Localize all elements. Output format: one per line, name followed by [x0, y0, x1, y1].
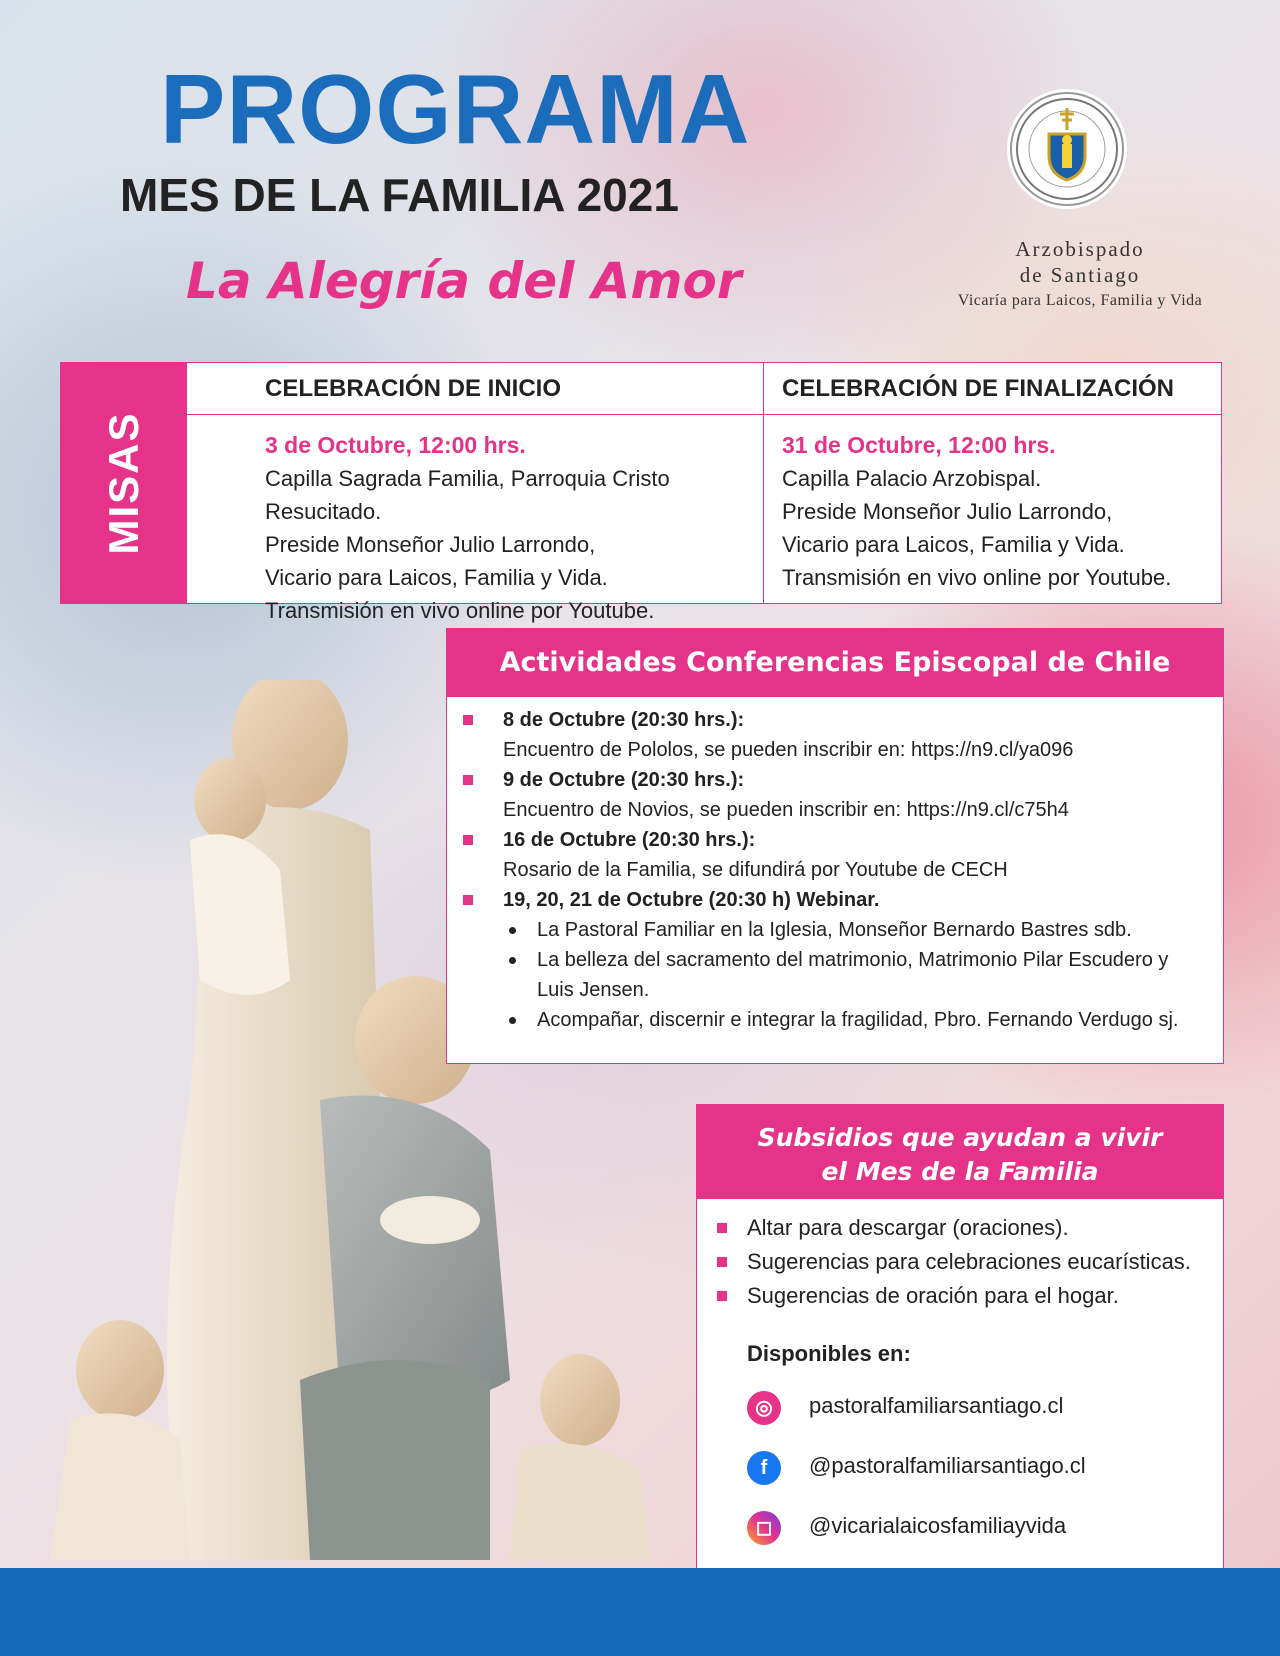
cech-item-head: 8 de Octubre (20:30 hrs.):	[503, 709, 745, 731]
social-instagram[interactable]	[697, 1497, 1223, 1557]
title-mes-familia: MES DE LA FAMILIA 2021	[120, 169, 679, 221]
cech-item-head: 19, 20, 21 de Octubre (20:30 h) Webinar.	[503, 889, 880, 911]
webinar-text: La belleza del sacramento del matrimonio, Matrimonio Pilar Escudero y Luis Jensen.	[537, 949, 1169, 1001]
cech-item-text: Encuentro de Novios, se pueden inscribir en: https://n9.cl/c75h4	[503, 799, 1069, 821]
list-item	[447, 885, 1223, 915]
bullet-square-icon	[463, 835, 473, 845]
facebook-icon: f	[747, 1451, 781, 1485]
inicio-line: Transmisión en vivo online por Youtube.	[265, 598, 655, 623]
inicio-line: Preside Monseñor Julio Larrondo,	[265, 532, 596, 557]
inicio-line: Vicario para Laicos, Familia y Vida.	[265, 565, 608, 590]
bullet-square-icon	[463, 895, 473, 905]
webinar-text: La Pastoral Familiar en la Iglesia, Monseñor Bernardo Bastres sdb.	[537, 919, 1132, 941]
cech-title: Actividades Conferencias Episcopal de Chile (CECH)	[447, 629, 1223, 697]
list-item	[697, 1279, 1223, 1313]
instagram-icon: ◻	[747, 1511, 781, 1545]
subtitle-alegria: La Alegría del Amor	[186, 252, 742, 310]
inicio-date: 3 de Octubre, 12:00 hrs.	[265, 432, 526, 458]
subsidios-title	[697, 1105, 1223, 1199]
finalizacion-line: Capilla Palacio Arzobispal.	[782, 466, 1042, 491]
finalizacion-heading: CELEBRACIÓN DE FINALIZACIÓN	[764, 363, 1222, 415]
finalizacion-line: Preside Monseñor Julio Larrondo,	[782, 499, 1113, 524]
misas-tab	[61, 363, 187, 603]
social-website-text[interactable]: pastoralfamiliarsantiago.cl	[809, 1393, 1064, 1418]
institution-line3: Vicaría para Laicos, Familia y Vida	[957, 292, 1203, 309]
webinar-text: Acompañar, discernir e integrar la fragilidad, Pbro. Fernando Verdugo sj.	[537, 1009, 1179, 1031]
subsidios-section	[696, 1104, 1224, 1596]
subsidios-title-line2: el Mes de la Familia	[821, 1157, 1099, 1186]
cech-section	[446, 628, 1224, 1064]
archdiocese-seal	[1010, 92, 1124, 206]
bullet-dot-icon	[509, 957, 516, 964]
bullet-dot-icon	[509, 1017, 516, 1024]
bottom-band	[0, 1568, 1280, 1656]
list-item	[447, 825, 1223, 885]
bullet-dot-icon	[509, 927, 516, 934]
finalizacion-date: 31 de Octubre, 12:00 hrs.	[782, 432, 1056, 458]
institution-line1: Arzobispado	[1015, 237, 1145, 261]
cech-item-text: Encuentro de Pololos, se pueden inscribir en: https://n9.cl/ya096	[503, 739, 1074, 761]
list-item	[447, 765, 1223, 825]
webinar-item	[447, 945, 1223, 1005]
title-programa: PROGRAMA	[160, 54, 751, 164]
disponibles-label: Disponibles en:	[747, 1341, 911, 1366]
list-item	[697, 1211, 1223, 1245]
institution-name	[910, 236, 1250, 314]
subsidios-title-line1: Subsidios que ayudan a vivir	[757, 1123, 1163, 1152]
list-item	[697, 1245, 1223, 1279]
misas-section	[60, 362, 1222, 623]
social-facebook-text[interactable]: @pastoralfamiliarsantiago.cl	[809, 1453, 1086, 1478]
webinar-item	[447, 1005, 1223, 1035]
bullet-square-icon	[463, 715, 473, 725]
institution-line2: de Santiago	[1019, 263, 1141, 287]
inicio-line: Capilla Sagrada Familia, Parroquia Cristo Resucitado.	[265, 466, 670, 524]
cech-item-text: Rosario de la Familia, se difundirá por Youtube de CECH	[503, 859, 1008, 881]
subsidio-text: Sugerencias de oración para el hogar.	[747, 1283, 1119, 1308]
finalizacion-line: Vicario para Laicos, Familia y Vida.	[782, 532, 1125, 557]
misas-inicio	[187, 363, 763, 623]
cech-item-head: 16 de Octubre (20:30 hrs.):	[503, 829, 756, 851]
subsidio-text: Sugerencias para celebraciones eucarísticas.	[747, 1249, 1191, 1274]
social-facebook[interactable]	[697, 1437, 1223, 1497]
webinar-item	[447, 915, 1223, 945]
bullet-square-icon	[717, 1257, 727, 1267]
misas-finalizacion	[763, 363, 1222, 603]
subsidio-text: Altar para descargar (oraciones).	[747, 1215, 1069, 1240]
list-item	[447, 705, 1223, 765]
social-instagram-text[interactable]: @vicarialaicosfamiliayvida	[809, 1513, 1067, 1538]
seal-icon	[1012, 94, 1122, 204]
social-website[interactable]	[697, 1377, 1223, 1437]
inicio-heading: CELEBRACIÓN DE INICIO	[187, 363, 763, 415]
dribbble-icon: ◎	[747, 1391, 781, 1425]
finalizacion-line: Transmisión en vivo online por Youtube.	[782, 565, 1172, 590]
bullet-square-icon	[463, 775, 473, 785]
bullet-square-icon	[717, 1223, 727, 1233]
bullet-square-icon	[717, 1291, 727, 1301]
misas-label: MISAS	[100, 411, 147, 555]
cech-item-head: 9 de Octubre (20:30 hrs.):	[503, 769, 745, 791]
